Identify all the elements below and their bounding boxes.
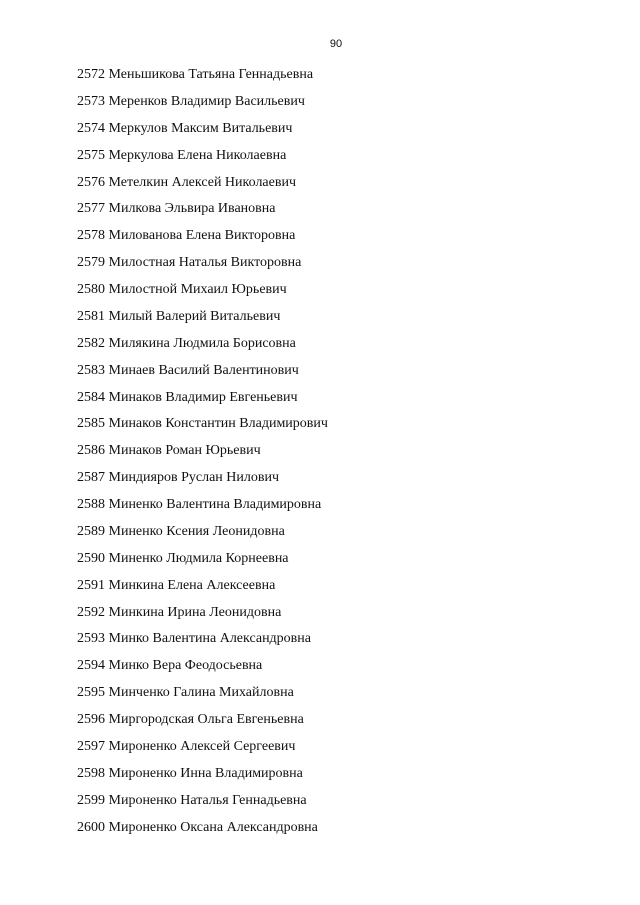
- page-number: 90: [329, 38, 343, 50]
- list-item: 2595 Минченко Галина Михайловна: [77, 685, 294, 701]
- list-item: 2576 Метелкин Алексей Николаевич: [77, 174, 297, 190]
- list-item: 2578 Милованова Елена Викторовна: [77, 228, 296, 244]
- list-item: 2581 Милый Валерий Витальевич: [77, 308, 281, 324]
- list-item: 2584 Минаков Владимир Евгеньевич: [77, 389, 298, 405]
- list-item: 2591 Минкина Елена Алексеевна: [77, 577, 276, 593]
- list-item: 2579 Милостная Наталья Викторовна: [77, 255, 302, 271]
- list-item: 2596 Миргородская Ольга Евгеньевна: [77, 712, 304, 727]
- list-item: 2572 Меньшикова Татьяна Геннадьевна: [77, 67, 314, 82]
- list-item: 2593 Минко Валентина Александровна: [77, 631, 312, 647]
- list-item: 2586 Минаков Роман Юрьевич: [77, 443, 261, 459]
- list-item: 2583 Минаев Василий Валентинович: [77, 362, 299, 378]
- list-item: 2598 Мироненко Инна Владимировна: [77, 765, 303, 781]
- list-item: 2575 Меркулова Елена Николаевна: [77, 147, 287, 163]
- list-item: 2594 Минко Вера Феодосьевна: [77, 658, 263, 674]
- list-item: 2573 Меренков Владимир Васильевич: [77, 93, 305, 109]
- list-item: 2590 Миненко Людмила Корнеевна: [77, 550, 289, 566]
- list-item: 2599 Мироненко Наталья Геннадьевна: [77, 792, 307, 808]
- list-item: 2589 Миненко Ксения Леонидовна: [77, 523, 285, 539]
- list-item: 2574 Меркулов Максим Витальевич: [77, 120, 293, 136]
- list-item: 2582 Милякина Людмила Борисовна: [77, 335, 296, 351]
- list-item: 2577 Милкова Эльвира Ивановна: [77, 201, 276, 217]
- list-item: 2597 Мироненко Алексей Сергеевич: [77, 738, 296, 754]
- list-item: 2585 Минаков Константин Владимирович: [77, 416, 328, 432]
- list-item: 2588 Миненко Валентина Владимировна: [77, 497, 322, 512]
- list-item: 2587 Миндияров Руслан Нилович: [77, 470, 280, 486]
- list-item: 2600 Мироненко Оксана Александровна: [77, 819, 318, 835]
- list-item: 2580 Милостной Михаил Юрьевич: [77, 282, 287, 297]
- list-item: 2592 Минкина Ирина Леонидовна: [77, 604, 282, 620]
- entry-list: [77, 66, 328, 845]
